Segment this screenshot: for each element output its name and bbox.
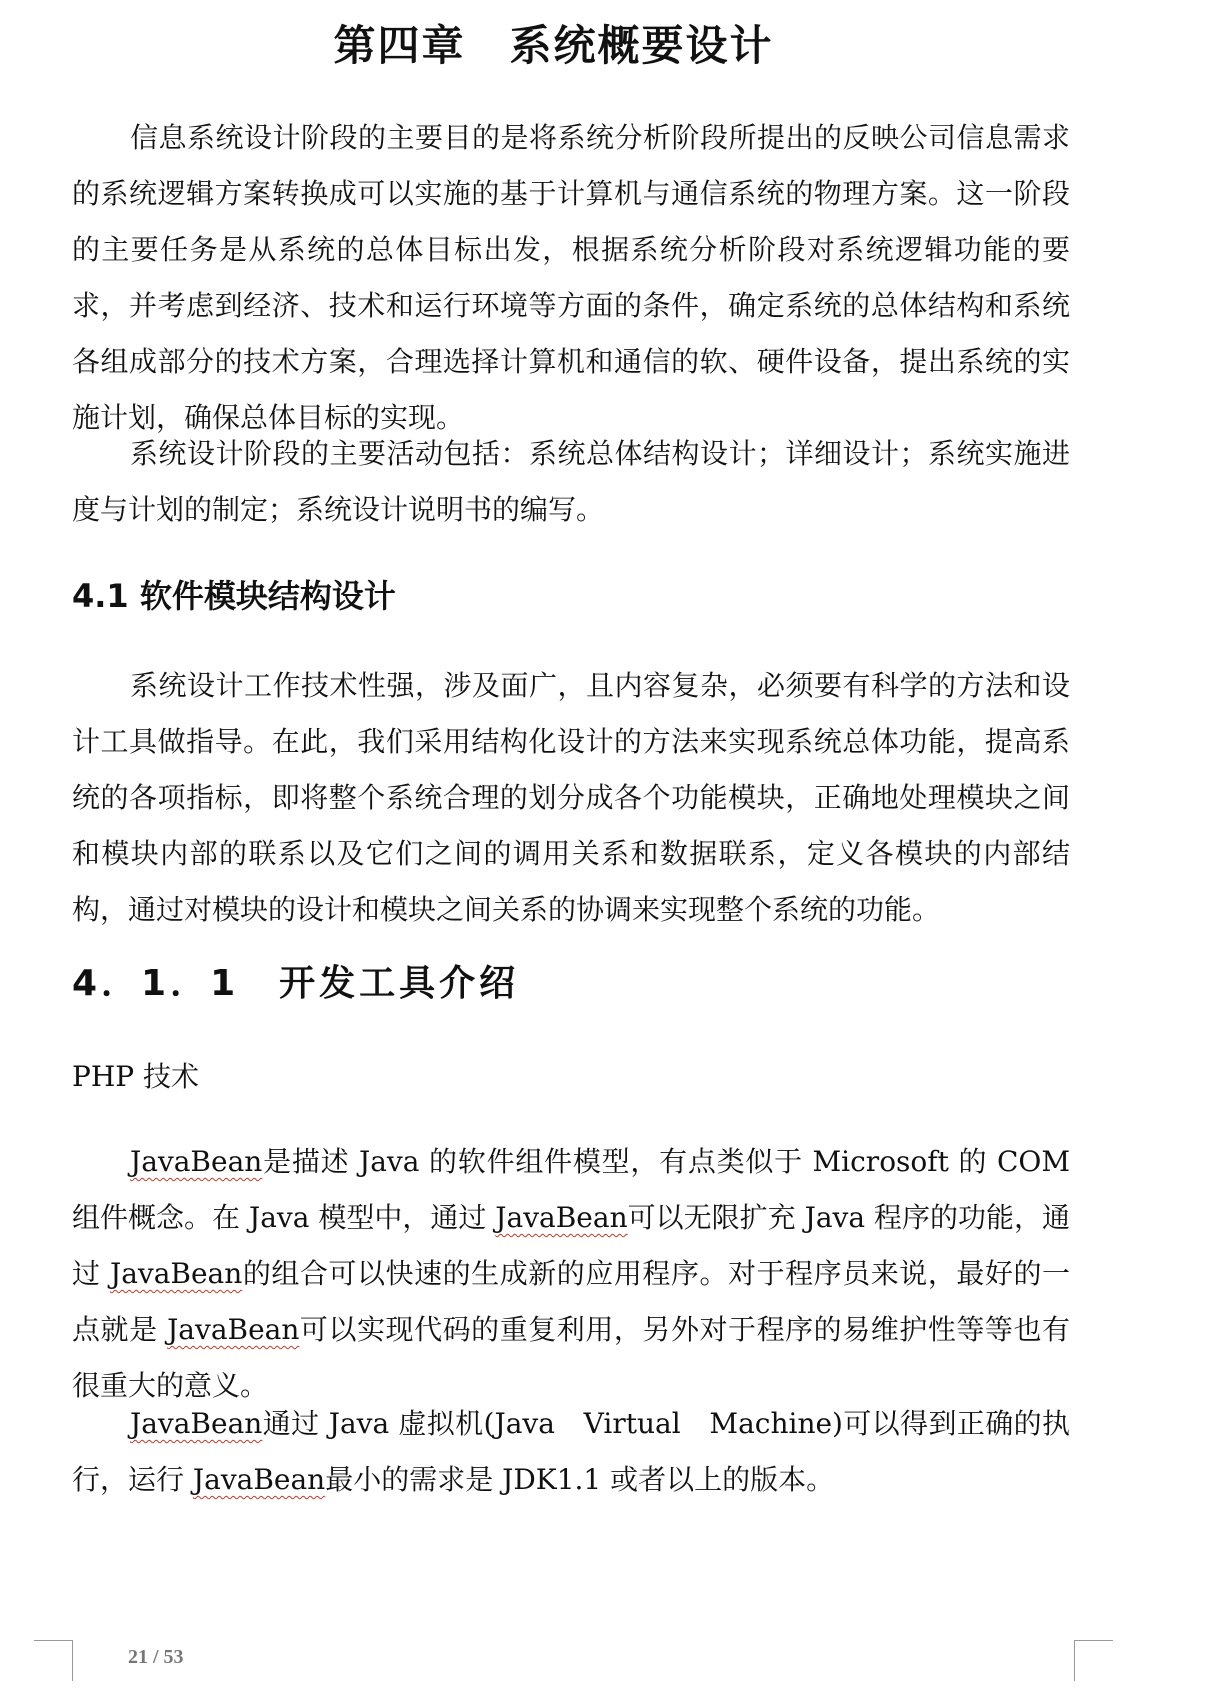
text-run: 可以实现代码的重复利用，另外对于程序的易维护性等等也有很重大的意义。 (72, 1313, 1070, 1402)
section-heading-4-1-1: 4．1．1 开发工具介绍 (72, 963, 520, 1004)
spellcheck-word-javabean: JavaBean (495, 1201, 628, 1234)
section-heading-4-1: 4.1 软件模块结构设计 (72, 577, 396, 615)
paragraph-structured-design: 系统设计工作技术性强，涉及面广，且内容复杂，必须要有科学的方法和设计工具做指导。在此，我们采用结构化设计的方法来实现系统总体功能，提高系统的各项指标，即将整个系统合理的划分成各个功能模块，正确地处理模块之间和模块内部的联系以及它们之间的调用关系和数据联系，定义各模块的内部结构，通过对模块的设计和模块之间关系的协调来实现整个系统的功能。 (72, 669, 1070, 926)
paragraph-design-activities: 系统设计阶段的主要活动包括：系统总体结构设计；详细设计；系统实施进度与计划的制定；系统设计说明书的编写。 (72, 437, 1070, 526)
spellcheck-word-javabean: JavaBean (130, 1145, 263, 1178)
text-run: 的组合可以快速的生成新的应用程序。对于程序员来说，最好的一点就是 (72, 1257, 1070, 1346)
text-run: 最小的需求是 JDK1.1 或者以上的版本。 (325, 1463, 835, 1496)
subheading-php-tech: PHP 技术 (72, 1060, 199, 1093)
chapter-title: 第四章 系统概要设计 (333, 21, 774, 70)
text-run: 是描述 Java 的软件组件模型，有点类似于 Microsoft 的 COM 组件概念。在 Java 模型中，通过 (72, 1145, 1070, 1234)
text-run: 通过 Java 虚拟机(Java Virtual Machine)可以得到正确的执行，运行 (72, 1407, 1070, 1496)
paragraph-javabean-jvm (72, 1396, 1070, 1508)
page-corner-mark-right (1074, 1640, 1113, 1681)
spellcheck-word-javabean: JavaBean (167, 1313, 300, 1346)
paragraph-javabean-intro (72, 1134, 1070, 1414)
page-number: 21 / 53 (128, 1646, 184, 1668)
spellcheck-word-javabean: JavaBean (192, 1463, 326, 1496)
paragraph-design-purpose: 信息系统设计阶段的主要目的是将系统分析阶段所提出的反映公司信息需求的系统逻辑方案转换成可以实施的基于计算机与通信系统的物理方案。这一阶段的主要任务是从系统的总体目标出发，根据系统分析阶段对系统逻辑功能的要求，并考虑到经济、技术和运行环境等方面的条件，确定系统的总体结构和系统各组成部分的技术方案，合理选择计算机和通信的软、硬件设备，提出系统的实施计划，确保总体目标的实现。 (72, 121, 1070, 434)
page-corner-mark-left (34, 1640, 73, 1681)
text-run: 可以无限扩充 Java 程序的功能，通过 (72, 1201, 1070, 1290)
spellcheck-word-javabean: JavaBean (130, 1407, 263, 1440)
spellcheck-word-javabean: JavaBean (109, 1257, 243, 1290)
